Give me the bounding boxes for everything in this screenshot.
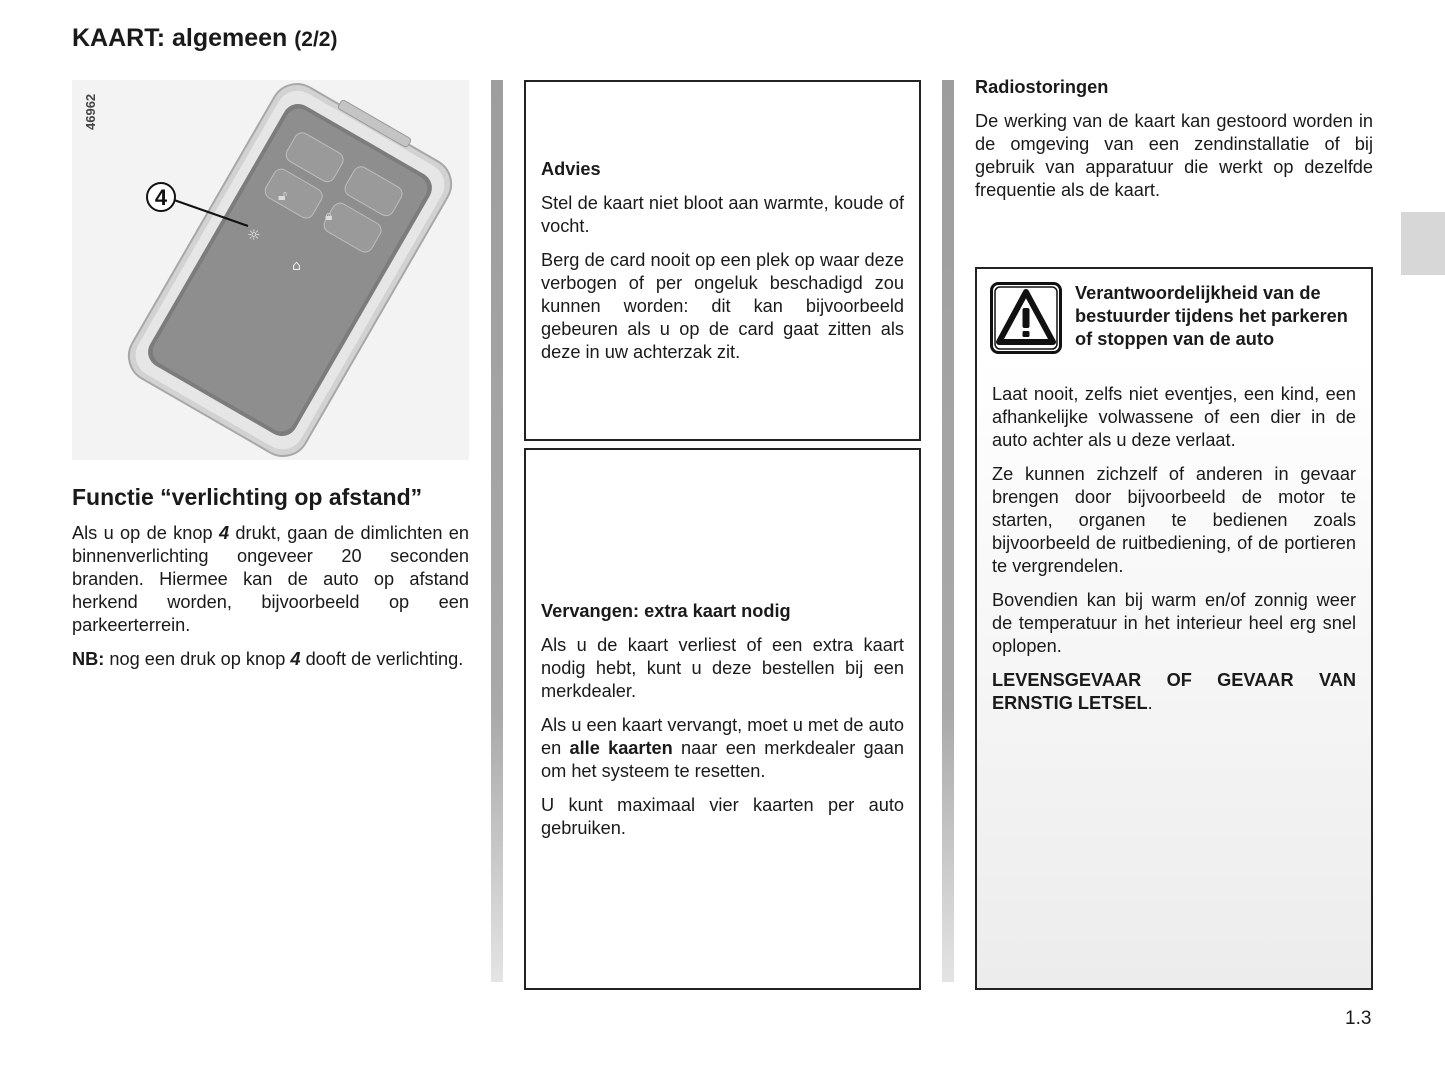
light-icon: ☼ <box>247 226 261 244</box>
key-card-drawing <box>72 80 469 460</box>
column-separator-right <box>942 80 954 982</box>
advice-heading: Advies <box>541 159 601 179</box>
page-title-suffix: (2/2) <box>294 28 338 51</box>
radio-interference-heading: Radiostoringen <box>975 77 1109 97</box>
replacement-box <box>524 448 921 990</box>
replacement-paragraph-3: U kunt maximaal vier kaarten per auto gebruiken. <box>541 795 904 838</box>
page-number: 1.3 <box>1345 1008 1372 1029</box>
key-card-illustration <box>72 80 469 460</box>
warning-paragraph-4: LEVENSGEVAAR OF GEVAAR VAN ERNSTIG LETSEL. <box>992 670 1356 713</box>
column-separator-left <box>491 80 503 982</box>
replacement-paragraph-2: Als u een kaart vervangt, moet u met de auto en alle kaarten naar een merkdealer gaan om het systeem te resetten. <box>541 715 904 781</box>
unlock-icon: 🔓︎ <box>278 188 288 204</box>
callout-number: 4 <box>154 185 168 210</box>
advice-paragraph-1: Stel de kaart niet bloot aan warmte, koude of vocht. <box>541 193 904 236</box>
page-title <box>72 24 337 53</box>
lock-icon: 🔒︎ <box>325 208 333 224</box>
warning-triangle-icon <box>990 282 1062 354</box>
warning-box <box>975 267 1373 990</box>
radio-interference-section <box>975 76 1373 202</box>
replacement-heading: Vervangen: extra kaart nodig <box>541 601 791 621</box>
warning-paragraph-1: Laat nooit, zelfs niet eventjes, een kind, een afhankelijke volwassene of een dier in de auto achter als u deze verlaat. <box>992 384 1356 450</box>
advice-box <box>524 80 921 441</box>
remote-lighting-paragraph: Als u op de knop 4 drukt, gaan de dimlichten en binnenverlichting ongeveer 20 seconden branden. Hiermee kan de auto op afstand herkend worden, bijvoorbeeld op een parkeerterrein. <box>72 523 469 635</box>
warning-paragraph-3: Bovendien kan bij warm en/of zonnig weer de temperatuur in het interieur heel erg snel oplopen. <box>992 590 1356 656</box>
replacement-paragraph-1: Als u de kaart verliest of een extra kaart nodig hebt, kunt u deze bestellen bij een merkdealer. <box>541 635 904 701</box>
radio-interference-paragraph: De werking van de kaart kan gestoord worden in de omgeving van een zendinstallatie of bij gebruik van apparatuur die werkt op dezelfde frequentie als de kaart. <box>975 111 1373 200</box>
trunk-icon: ⌂ <box>292 258 301 274</box>
warning-title: Verantwoordelijkheid van de bestuurder tijdens het parkeren of stoppen van de auto <box>1075 283 1348 349</box>
note-paragraph: NB: nog een druk op knop 4 dooft de verlichting. <box>72 649 464 669</box>
page-title-main: KAART: algemeen <box>72 24 288 52</box>
figure-ref-code: 46962 <box>83 93 98 130</box>
left-column-text <box>72 522 469 671</box>
chapter-tab-marker <box>1401 212 1445 275</box>
warning-paragraph-2: Ze kunnen zichzelf of anderen in gevaar brengen door bijvoorbeeld de motor te starten, organen te bedienen zoals bijvoorbeeld de ruitbediening, of de portieren te vergrendelen. <box>992 464 1356 576</box>
advice-paragraph-2: Berg de card nooit op een plek op waar deze verbogen of per ongeluk beschadigd zou kunnen worden: dit kan bijvoorbeeld gebeuren als u op de card gaat zitten als deze in uw achterzak zit. <box>541 250 904 362</box>
section-heading-remote-lighting: Functie “verlichting op afstand” <box>72 484 423 510</box>
